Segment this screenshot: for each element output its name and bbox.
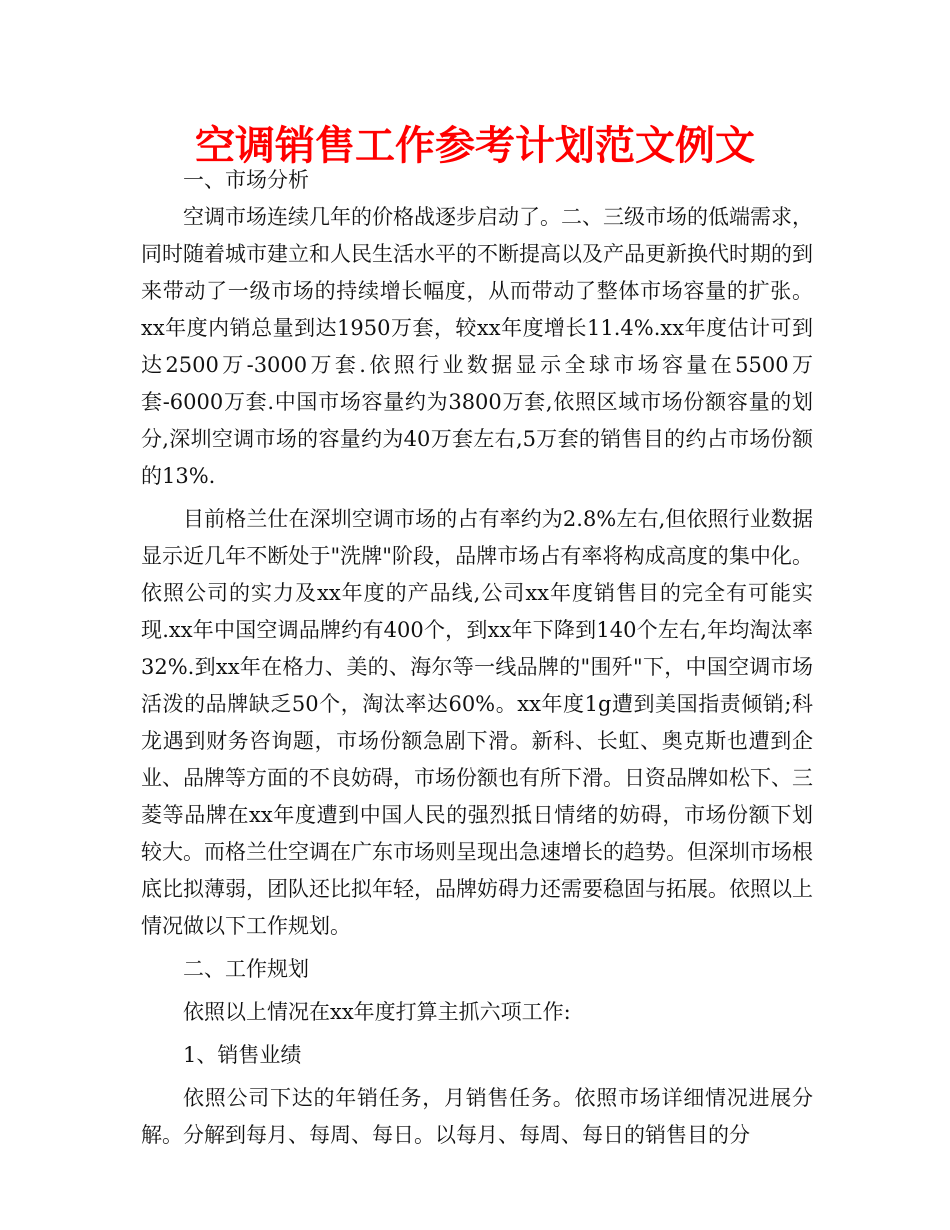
paragraph-market-overview: 空调市场连续几年的价格战逐步启动了。二、三级市场的低端需求，同时随着城市建立和人民生活水平的不断提高以及产品更新换代时期的到来带动了一级市场的持续增长幅度，从而带动了整体市场容量的扩张。xx年度内销总量到达1950万套，较xx年度增长11.4%.xx年度估计可到达2500万-3000万套.依照行业数据显示全球市场容量在5500万套-6000万套.中国市场容量约为3800万套,依照区域市场份额容量的划分,深圳空调市场的容量约为40万套左右,5万套的销售目的约占市场份额的13%. [141,205,813,488]
section-heading-work-plan: 二、工作规划 [183,957,309,981]
paragraph-sales-targets: 依照公司下达的年销任务，月销售任务。依照市场详细情况进展分解。分解到每月、每周、每日。以每月、每周、每日的销售目的分 [141,1086,813,1147]
subheading-sales-performance: 1、销售业绩 [183,1043,302,1067]
section-heading-market-analysis: 一、市场分析 [183,168,309,192]
paragraph-plan-intro: 依照以上情况在xx年度打算主抓六项工作: [183,1000,571,1024]
document-body [141,162,813,1154]
paragraph-brand-situation: 目前格兰仕在深圳空调市场的占有率约为2.8%左右,但依照行业数据显示近几年不断处于"洗牌"阶段，品牌市场占有率将构成高度的集中化。依照公司的实力及xx年度的产品线,公司xx年度销售目的完全有可能实现.xx年中国空调品牌约有400个，到xx年下降到140个左右,年均淘汰率32%.到xx年在格力、美的、海尔等一线品牌的"围歼"下，中国空调市场活泼的品牌缺乏50个，淘汰率达60%。xx年度1g遭到美国指责倾销;科龙遇到财务咨询题，市场份额急剧下滑。新科、长虹、奥克斯也遭到企业、品牌等方面的不良妨碍，市场份额也有所下滑。日资品牌如松下、三菱等品牌在xx年度遭到中国人民的强烈抵日情绪的妨碍，市场份额下划较大。而格兰仕空调在广东市场则呈现出急速增长的趋势。但深圳市场根底比拟薄弱，团队还比拟年轻，品牌妨碍力还需要稳固与拓展。依照以上情况做以下工作规划。 [141,507,813,938]
document-title: 空调销售工作参考计划范文例文 [195,123,755,169]
